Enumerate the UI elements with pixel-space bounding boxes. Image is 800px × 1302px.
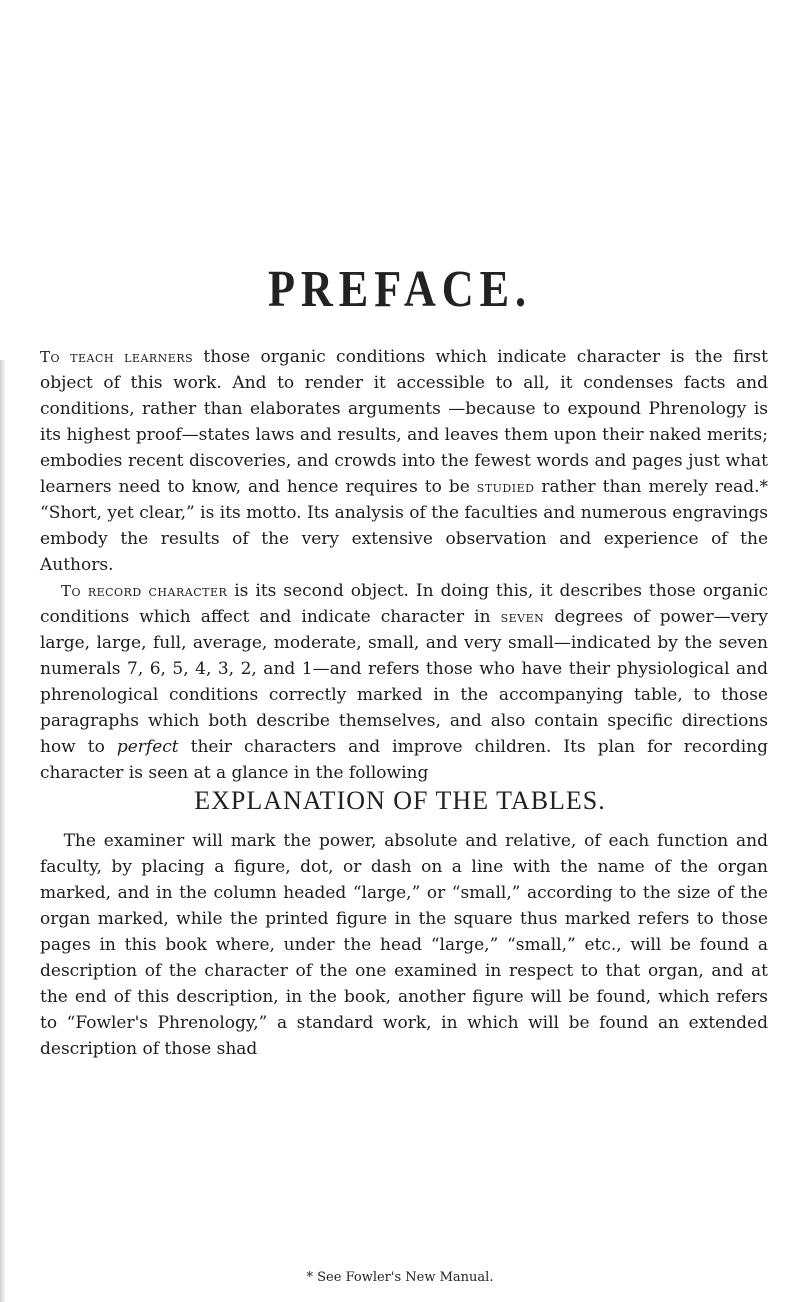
- section-heading: EXPLANATION OF THE TABLES.: [194, 786, 606, 815]
- paragraph-lead: To teach learners: [40, 348, 194, 366]
- paragraph-text: those organic conditions which indicate character is the first object of this work. And to render it accessible to all, it condenses facts and conditions, rather than elaborates arguments —because to expound Phrenology is its highest proof—states laws and results, and leaves them upon their naked merits; embodies recent discoveries, and crowds into the fewest words and pages just what learners need to know, and hence requires to be: [40, 347, 768, 497]
- emphasis-word: seven: [500, 608, 545, 626]
- paragraph-purpose: [40, 344, 768, 578]
- paragraph-record: [40, 578, 768, 786]
- paragraph-explanation: [40, 828, 768, 1062]
- page-edge-shadow: [0, 360, 6, 1302]
- paragraph-text: their characters and improve children. Its plan for recording character is seen at a glance in the following: [40, 737, 768, 783]
- emphasis-word: studied: [476, 478, 535, 496]
- paragraph-lead: To record character: [60, 582, 228, 600]
- emphasis-word: perfect: [116, 737, 179, 757]
- paragraph-text: is its second object. In doing this, it describes those organic conditions which affect and indicate character in: [40, 581, 768, 627]
- paragraph-text: rather than merely read.* “Short, yet clear,” is its motto. Its analysis of the faculties and numerous engravings embody the results of the very extensive observation and experience of the Authors.: [40, 477, 768, 575]
- page-title: PREFACE.: [267, 261, 533, 318]
- paragraph-text: degrees of power—very large, large, full, average, moderate, small, and very small—indicated by the seven numerals 7, 6, 5, 4, 3, 2, and 1—and refers those who have their physiological and phrenological conditions correctly marked in the accompanying table, to those paragraphs which both describe themselves, and also contain specific directions how to: [40, 607, 768, 757]
- preface-body: [40, 344, 768, 786]
- footnote: * See Fowler's New Manual.: [306, 1270, 494, 1285]
- paragraph-text: The examiner will mark the power, absolute and relative, of each function and faculty, by placing a figure, dot, or dash on a line with the name of the organ marked, and in the column headed “large,” or “small,” according to the size of the organ marked, while the printed figure in the square thus marked refers to those pages in this book where, under the head “large,” “small,” etc., will be found a description of the character of the one examined in respect to that organ, and at the end of this description, in the book, another figure will be found, which refers to “Fowler's Phrenology,” a standard work, in which will be found an extended description of those shad: [40, 831, 768, 1059]
- explanation-body: [40, 828, 768, 1062]
